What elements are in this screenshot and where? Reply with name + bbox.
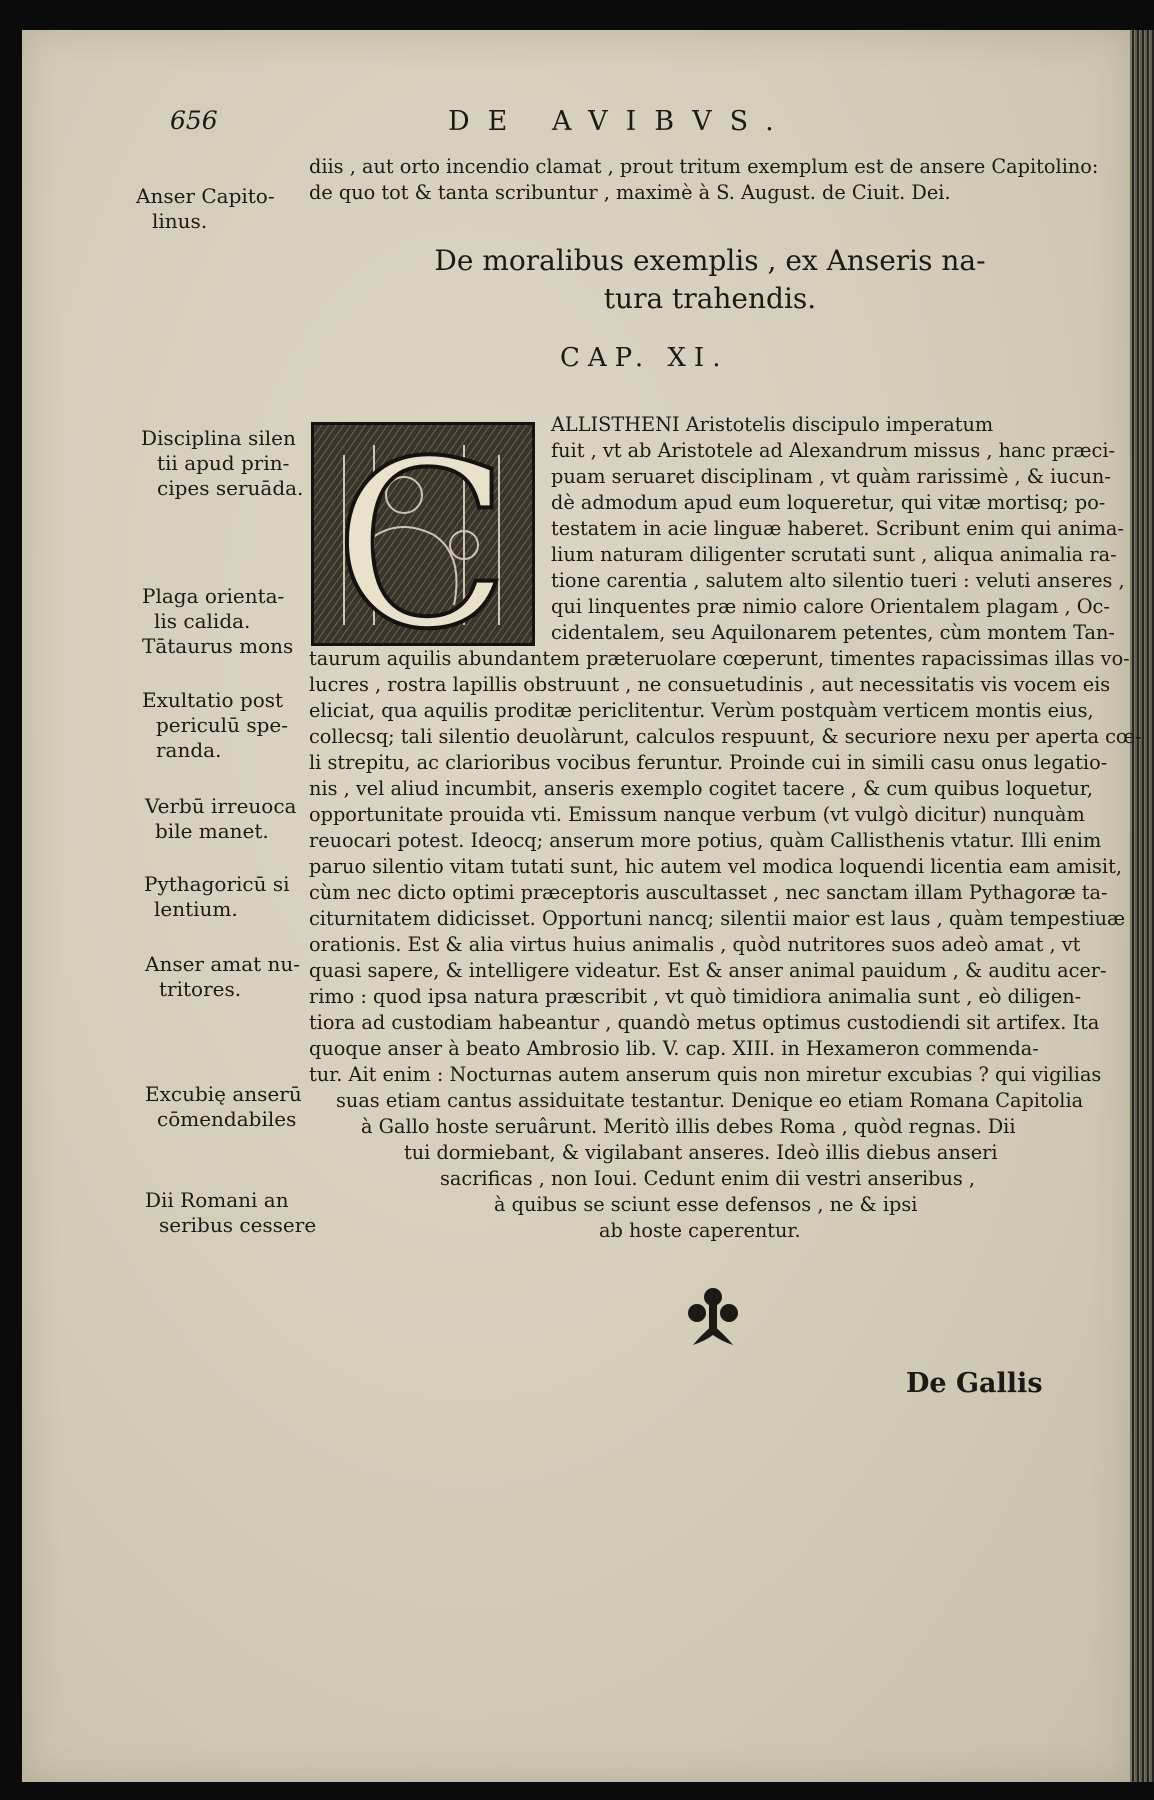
marginal-note-line: Pythagoricū si	[144, 872, 290, 896]
text-line: lucres , rostra lapillis obstruunt , ne consuetudinis , aut necessitatis vis vocem eis	[309, 673, 1111, 696]
marginal-note-line: lis calida.	[154, 609, 251, 633]
text-line: opportunitate prouida vti. Emissum nanque verbum (vt vulgò dicitur) nunquàm	[309, 803, 1085, 826]
marginal-note	[142, 584, 302, 659]
running-title: DE AVIBVS.	[448, 106, 792, 137]
top-paragraph	[309, 154, 1098, 206]
text-line: puam seruaret disciplinam , vt quàm rarissimè , & iucun-	[551, 465, 1111, 488]
main-paragraph	[309, 646, 1141, 1088]
text-line: collecsq; tali silentio deuolàrunt, calculos respuunt, & securiore nexu per aperta cœ-	[309, 725, 1142, 748]
marginal-note-line: cōmendabiles	[157, 1107, 297, 1131]
marginal-note-line: Anser amat nu-	[145, 952, 301, 976]
text-line: cùm nec dicto optimi præceptoris auscultasset , nec sanctam illam Pythagoræ ta-	[309, 881, 1108, 904]
marginal-note-line: Disciplina silen	[141, 426, 296, 450]
text-line: dè admodum apud eum loqueretur, qui vitæ mortisq; po-	[551, 491, 1106, 514]
marginal-note	[145, 1082, 305, 1132]
marginal-note-line: lentium.	[154, 897, 238, 921]
text-line: taurum aquilis abundantem præteruolare cœperunt, timentes rapacissimas illas vo-	[309, 647, 1130, 670]
text-line: ALLISTHENI Aristotelis discipulo imperatum	[551, 413, 994, 436]
marginal-note-line: tii apud prin-	[157, 451, 290, 475]
marginal-note	[136, 184, 296, 234]
decorated-initial	[311, 422, 535, 646]
fleuron-icon	[683, 1285, 743, 1349]
text-line: li strepitu, ac clarioribus vocibus feruntur. Proinde cui in simili casu onus legatio-	[309, 751, 1108, 774]
marginal-note-line: seribus cessere	[159, 1213, 317, 1237]
chapter-title-line: De moralibus exemplis , ex Anseris na-	[434, 244, 986, 277]
text-line: nis , vel aliud incumbit, anseris exemplo cogitet tacere , & cum quibus loquetur,	[309, 777, 1094, 800]
page-number: 656	[170, 106, 218, 135]
chapter-title-line: tura trahendis.	[603, 282, 817, 315]
text-line: diis , aut orto incendio clamat , prout tritum exemplum est de ansere Capitolino:	[309, 155, 1099, 178]
page-header	[0, 106, 1154, 146]
marginal-note	[144, 872, 304, 922]
text-line: paruo silentio vitam tutati sunt, hic autem vel modica loquendi licentia eam amisit,	[309, 855, 1122, 878]
text-line: tione carentia , salutem alto silentio tueri : veluti anseres ,	[551, 569, 1125, 592]
marginal-note-line: Verbū irreuoca	[145, 794, 297, 818]
wrapped-paragraph	[551, 412, 1125, 646]
marginal-note-line: periculū spe-	[156, 713, 288, 737]
chapter-title	[400, 242, 1020, 318]
taper-line: sacrificas , non Ioui. Cedunt enim dii vestri anseribus ,	[440, 1167, 976, 1190]
marginal-note-line: bile manet.	[155, 819, 269, 843]
taper-line: à quibus se sciunt esse defensos , ne & ipsi	[494, 1193, 918, 1216]
marginal-note	[141, 426, 304, 501]
marginal-note-line: linus.	[152, 209, 208, 233]
marginal-note	[145, 794, 305, 844]
text-line: lium naturam diligenter scrutati sunt , aliqua animalia ra-	[551, 543, 1117, 566]
marginal-note	[145, 952, 305, 1002]
chapter-number: CAP. XI.	[560, 343, 729, 373]
text-line: citurnitatem didicisset. Opportuni nancq; silentii maior est laus , quàm tempestiuæ	[309, 907, 1126, 930]
marginal-note-line: Anser Capito-	[136, 184, 275, 208]
text-line: orationis. Est & alia virtus huius animalis , quòd nutritores suos adeò amat , vt	[309, 933, 1081, 956]
marginal-note-line: Dii Romani an	[145, 1188, 289, 1212]
text-line: de quo tot & tanta scribuntur , maximè à S. August. de Ciuit. Dei.	[309, 181, 951, 204]
marginal-note	[145, 1188, 317, 1238]
marginal-note-line: Plaga orienta-	[142, 584, 285, 608]
text-line: quoque anser à beato Ambrosio lib. V. cap. XIII. in Hexameron commenda-	[309, 1037, 1039, 1060]
text-line: tiora ad custodiam habeantur , quandò metus optimus custodiendi sit artifex. Ita	[309, 1011, 1100, 1034]
text-line: quasi sapere, & intelligere videatur. Est & anser animal pauidum , & auditu acer-	[309, 959, 1107, 982]
text-line: eliciat, qua aquilis proditæ periclitentur. Verùm postquàm verticem montis eius,	[309, 699, 1094, 722]
text-line: testatem in acie linguæ haberet. Scribunt enim qui anima-	[551, 517, 1124, 540]
marginal-note-line: cipes seruāda.	[157, 476, 304, 500]
catchword: De Gallis	[906, 1368, 1043, 1399]
marginal-note	[142, 688, 302, 763]
taper-line: suas etiam cantus assiduitate testantur. Denique eo etiam Romana Capitolia	[336, 1089, 1084, 1112]
marginal-note-line: randa.	[156, 738, 222, 762]
text-line: fuit , vt ab Aristotele ad Alexandrum missus , hanc præci-	[551, 439, 1116, 462]
taper-line: à Gallo hoste seruârunt. Meritò illis debes Roma , quòd regnas. Dii	[361, 1115, 1016, 1138]
marginal-note-line: Tātaurus mons	[142, 634, 294, 658]
marginal-note-line: tritores.	[159, 977, 242, 1001]
text-line: rimo : quod ipsa natura præscribit , vt quò timidiora animalia sunt , eò diligen-	[309, 985, 1082, 1008]
marginal-note-line: Exultatio post	[142, 688, 284, 712]
woodcut-illustration	[314, 425, 532, 643]
taper-line: ab hoste caperentur.	[599, 1219, 801, 1242]
text-line: reuocari potest. Ideocq; anserum more potius, quàm Callisthenis vtatur. Illi enim	[309, 829, 1102, 852]
taper-line: tui dormiebant, & vigilabant anseres. Ideò illis diebus anseri	[404, 1141, 998, 1164]
marginal-note-line: Excubię anserū	[145, 1082, 302, 1106]
text-line: cidentalem, seu Aquilonarem petentes, cùm montem Tan-	[551, 621, 1115, 644]
text-line: tur. Ait enim : Nocturnas autem anserum quis non miretur excubias ? qui vigilias	[309, 1063, 1102, 1086]
initial-letter: C	[334, 425, 510, 643]
text-line: qui linquentes præ nimio calore Orientalem plagam , Oc-	[551, 595, 1110, 618]
